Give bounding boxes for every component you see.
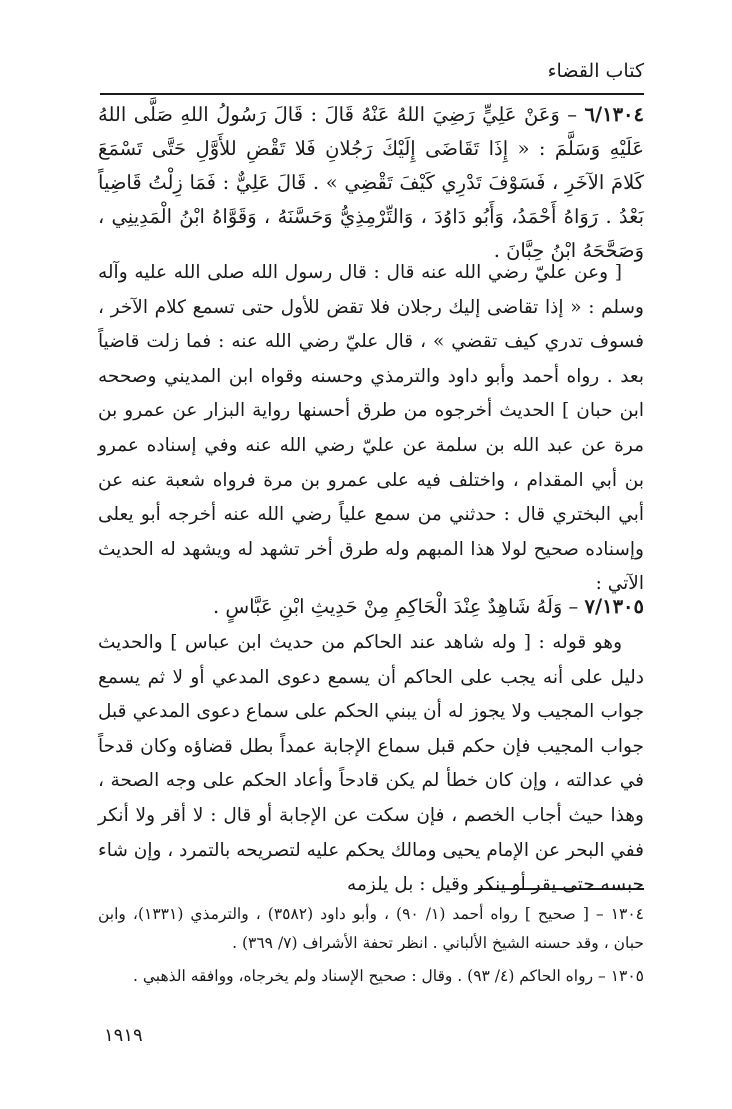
hadith-text: – وَعَنْ عَلِيٍّ رَضِيَ اللهُ عَنْهُ قَالَ : قَالَ رَسُولُ اللهِ صَلَّى اللهُ عَلَيْهِ وَسَلَّمَ : « إِذَا تَقَاضَى إِلَيْكَ رَجُلانِ فَلا تَقْضِ للأَوَّلِ حَتَّى تَسْمَعَ كَلامَ الآخَرِ ، فَسَوْفَ تَدْرِي كَيْفَ تَقْضِي » . قَالَ عَلِيٌّ : فَمَا زِلْتُ قَاضِياً بَعْدُ . رَوَاهُ أَحْمَدُ، وَأَبُو دَاوُدَ ، وَالتِّرْمِذِيُّ وَحَسَّنَهُ ، وَقَوَّاهُ ابْنُ الْمَدِينِي ، وَصَحَّحَهُ ابْنُ حِبَّانَ . bbox=[98, 103, 644, 262]
hadith-number: ٧/١٣٠٥ bbox=[584, 595, 644, 618]
hadith-1305 bbox=[98, 590, 644, 624]
commentary-text: وهو قوله : [ وله شاهد عند الحاكم من حديث ابن عباس ] والحديث دليل على أنه يجب على الحاكم أن يسمع دعوى المدعي أو لا ثم يسمع جواب المجيب ولا يجوز له أن يبني الحكم على سماع دعوى المدعي قبل جواب المجيب فإن حكم قبل سماع الإجابة عمداً بطل قضاؤه وكان قدحاً في عدالته ، وإن كان خطأ لم يكن قادحاً وأعاد الحكم على وجه الصحة ، وهذا حيث أجاب الخصم ، فإن سكت عن الإجابة أو قال : لا أقر ولا أنكر ففي البحر عن الإمام يحيى ومالك يحكم عليه لتصريحه بالتمرد ، وإن شاء حبسه حتى يقر أو ينكر وقيل : بل يلزمه bbox=[98, 632, 644, 896]
running-head: كتاب القضاء bbox=[547, 60, 644, 82]
hadith-1304 bbox=[98, 98, 644, 268]
hadith-number: ٦/١٣٠٤ bbox=[584, 103, 644, 126]
hadith-text: – وَلَهُ شَاهِدٌ عِنْدَ الْحَاكِمِ مِنْ حَدِيثِ ابْنِ عَبَّاسٍ . bbox=[212, 595, 585, 618]
footnote-rule bbox=[478, 888, 644, 890]
page-number: ١٩١٩ bbox=[104, 1025, 143, 1046]
commentary-1304 bbox=[98, 256, 644, 602]
footnote-1305: ١٣٠٥ – رواه الحاكم (٤/ ٩٣) . وقال : صحيح الإسناد ولم يخرجاه، ووافقه الذهبي . bbox=[133, 967, 644, 985]
header-rule bbox=[100, 93, 644, 95]
commentary-1305 bbox=[98, 626, 644, 903]
commentary-text: [ وعن عليّ رضي الله عنه قال : قال رسول الله صلى الله عليه وآله وسلم : « إذا تقاضى إليك رجلان فلا تقض للأول حتى تسمع كلام الآخر ، فسوف تدري كيف تقضي » ، قال عليّ رضي الله عنه : فما زلت قاضياً بعد . رواه أحمد وأبو داود والترمذي وحسنه وقواه ابن المديني وصححه ابن حبان ] الحديث أخرجوه من طرق أحسنها رواية البزار عن عمرو بن مرة عن عبد الله بن سلمة عن عليّ رضي الله عنه وفي إسناده عمرو بن أبي المقدام ، واختلف فيه على عمرو بن مرة فرواه شعبة عنه عن أبي البختري قال : حدثني من سمع علياً رضي الله عنه أخرجه أبو يعلى وإسناده صحيح لولا هذا المبهم وله طرق أخر تشهد له ويشهد له الحديث الآتي : bbox=[98, 262, 644, 595]
footnote-1304: ١٣٠٤ – [ صحيح ] رواه أحمد (١/ ٩٠) ، وأبو داود (٣٥٨٢) ، والترمذي (١٣٣١)، وابن حبان ، وقد حسنه الشيخ الألباني . انظر تحفة الأشراف (٧/ ٣٦٩) . bbox=[98, 905, 644, 952]
